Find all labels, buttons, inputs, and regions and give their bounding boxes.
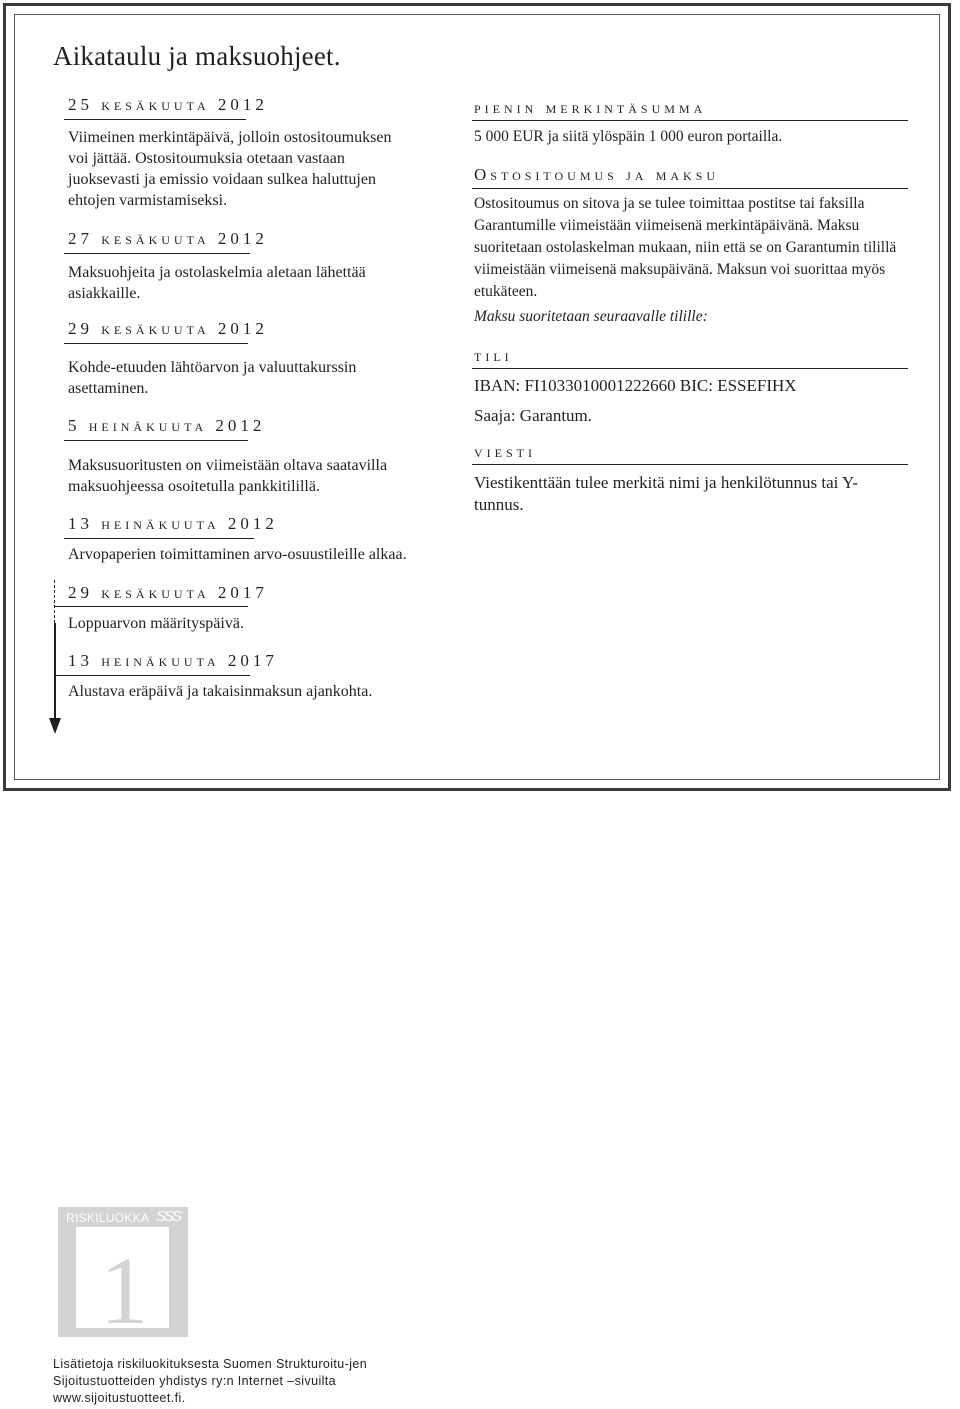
timeline-date: 29 kesäkuuta 2012	[68, 319, 268, 338]
timeline-rule	[64, 343, 248, 344]
section-rule	[472, 464, 908, 465]
timeline-rule	[54, 606, 248, 607]
min-amount-text: 5 000 EUR ja siitä ylöspäin 1 000 euron portailla.	[474, 128, 783, 145]
section-rule	[472, 188, 908, 189]
min-amount-heading: pienin merkintäsumma	[474, 98, 707, 117]
timeline-line	[54, 623, 56, 718]
commitment-heading: Ostositoumus ja maksu	[474, 165, 720, 184]
risk-class-label: RISKILUOKKA	[66, 1211, 150, 1225]
section-rule	[472, 120, 908, 121]
section-rule	[472, 368, 908, 369]
message-heading: viesti	[474, 442, 536, 461]
timeline-rule	[64, 119, 246, 120]
timeline-arrow-icon	[49, 718, 61, 734]
timeline-rule	[64, 253, 250, 254]
payment-note: Maksu suoritetaan seuraavalle tilille:	[474, 308, 708, 325]
timeline-text: Kohde-etuuden lähtöarvon ja valuuttakurssin asettaminen.	[68, 359, 357, 397]
timeline-text: Viimeinen merkintäpäivä, jolloin ostositoumuksen voi jättää. Ostositoumuksia otetaan vastaan juoksevasti ja emissio voidaan sulkea haluttujen ehtojen varmistamiseksi.	[68, 129, 392, 209]
account-iban: IBAN: FI1033010001222660 BIC: ESSEFIHX	[474, 376, 797, 395]
timeline-date: 27 kesäkuuta 2012	[68, 229, 268, 248]
commitment-text: Ostositoumus on sitova ja se tulee toimittaa postitse tai faksilla Garantumille viimeistään viimeisenä merkintäpäivänä. Maksu suoritetaan ostolaskelman mukaan, niin että se on Garantumin tilillä viimeistään viimeisenä maksupäivänä. Maksun voi suorittaa myös etukäteen.	[474, 195, 897, 300]
account-heading: tili	[474, 346, 513, 365]
account-recipient: Saaja: Garantum.	[474, 406, 593, 425]
timeline-dashed-line	[54, 580, 55, 623]
timeline-date: 13 heinäkuuta 2012	[68, 514, 278, 533]
timeline-text: Maksuohjeita ja ostolaskelmia aletaan lähettää asiakkaille.	[68, 264, 366, 302]
timeline-rule	[64, 538, 254, 539]
risk-class-panel	[76, 1227, 169, 1344]
footer-note: Lisätietoja riskiluokituksesta Suomen Strukturoitu-jen Sijoitustuotteiden yhdistys ry:n Internet –sivuilta www.sijoitustuotteet.fi.	[53, 1357, 368, 1405]
page-title: Aikataulu ja maksuohjeet.	[53, 41, 341, 71]
timeline-text: Alustava eräpäivä ja takaisinmaksun ajankohta.	[68, 683, 373, 700]
timeline-date: 5 heinäkuuta 2012	[68, 416, 266, 435]
timeline-rule	[54, 675, 250, 676]
risk-class-badge	[58, 1207, 188, 1344]
message-text: Viestikenttään tulee merkitä nimi ja henkilötunnus tai Y-tunnus.	[474, 473, 859, 514]
timeline-date: 25 kesäkuuta 2012	[68, 95, 268, 114]
timeline-text: Maksusuoritusten on viimeistään oltava saatavilla maksuohjeessa osoitetulla pankkitilillä.	[68, 457, 388, 495]
sss-logo: SSS	[156, 1208, 181, 1225]
risk-class-number: 1	[100, 1237, 148, 1344]
timeline-rule	[64, 440, 248, 441]
timeline-text: Loppuarvon määrityspäivä.	[68, 615, 244, 632]
timeline-date: 29 kesäkuuta 2017	[68, 583, 268, 602]
timeline-text: Arvopaperien toimittaminen arvo-osuustileille alkaa.	[68, 546, 407, 563]
timeline-date: 13 heinäkuuta 2017	[68, 651, 278, 670]
